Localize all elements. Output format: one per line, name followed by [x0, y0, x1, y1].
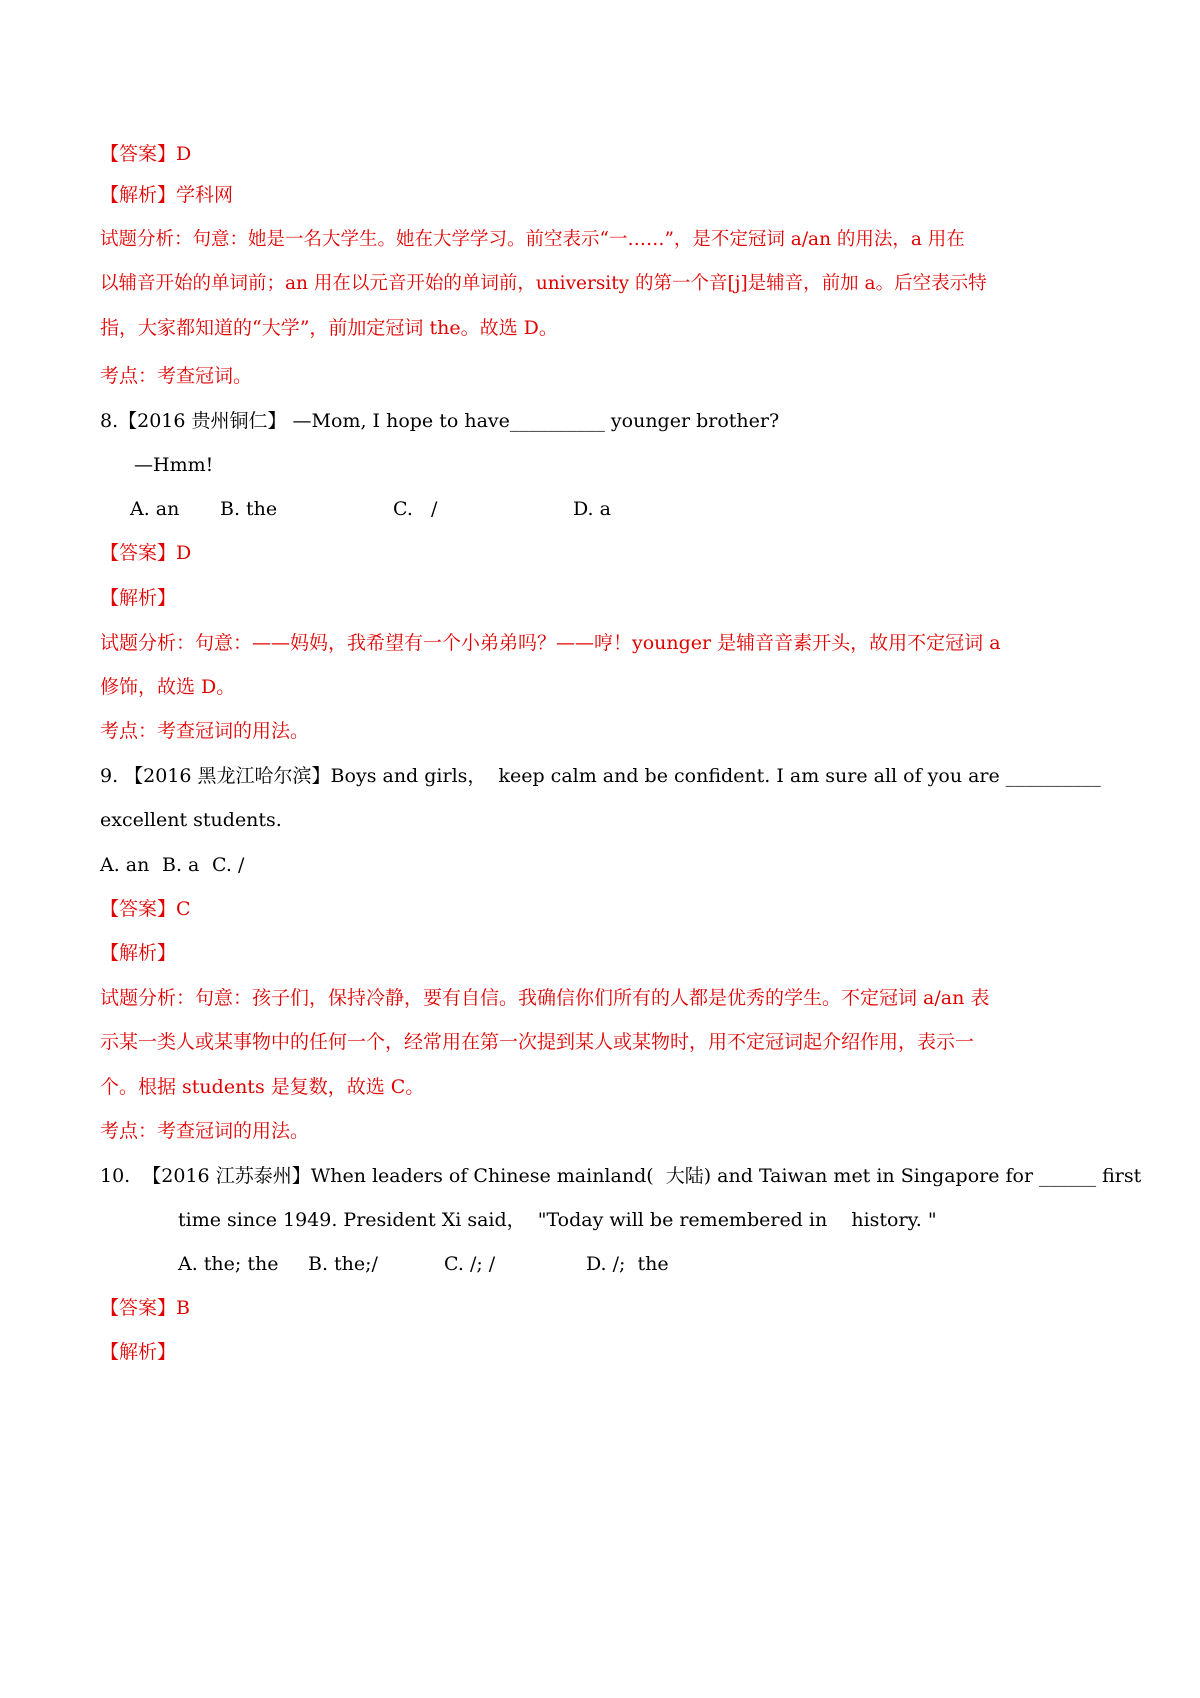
question-10: 10. 【2016 江苏泰州】When leaders of Chinese mainland( 大陆) and Taiwan met in Singapore for ______ first — [100, 1165, 1142, 1187]
key-point-line: 考点：考查冠词的用法。 — [100, 1120, 310, 1142]
question-9: excellent students. — [100, 809, 282, 831]
question-10: time since 1949. President Xi said， "Today will be remembered in history. " — [178, 1209, 937, 1231]
key-point-line: 考点：考查冠词的用法。 — [100, 720, 310, 742]
explanation-line: 试题分析：句意：她是一名大学生。她在大学学习。前空表示“一……”，是不定冠词 a/an 的用法，a 用在 — [100, 229, 965, 250]
explanation-line: 修饰，故选 D。 — [100, 676, 236, 698]
question-9: 9. 【2016 黑龙江哈尔滨】Boys and girls， keep calm and be confident. I am sure all of you are __________ — [100, 765, 1101, 787]
option-a: A. an — [100, 854, 150, 876]
option-b: B. a — [162, 854, 200, 876]
option-b: B. the — [220, 498, 278, 520]
answer-line: 【答案】B — [100, 1297, 190, 1319]
explanation-line: 以辅音开始的单词前；an 用在以元音开始的单词前，university 的第一个音[j]是辅音，前加 a。后空表示特 — [100, 273, 987, 294]
answer-line: 【答案】D — [100, 542, 192, 564]
explanation-line: 示某一类人或某事物中的任何一个，经常用在第一次提到某人或某物时，用不定冠词起介绍作用，表示一 — [100, 1031, 975, 1053]
analysis-line: 【解析】 — [100, 942, 177, 964]
question-8: 8.【2016 贵州铜仁】 —Mom, I hope to have__________ younger brother? — [100, 410, 780, 432]
option-c: C. / — [393, 498, 438, 520]
answer-line: 【答案】C — [100, 898, 191, 920]
explanation-line: 试题分析：句意：孩子们，保持冷静，要有自信。我确信你们所有的人都是优秀的学生。不定冠词 a/an 表 — [100, 987, 990, 1009]
option-d: D. /; the — [586, 1253, 669, 1275]
explanation-line: 试题分析：句意：——妈妈，我希望有一个小弟弟吗？——哼！younger 是辅音音素开头，故用不定冠词 a — [100, 632, 1001, 654]
analysis-line: 【解析】 — [100, 587, 177, 609]
option-a: A. the; the — [178, 1253, 279, 1275]
explanation-line: 个。根据 students 是复数，故选 C。 — [100, 1076, 425, 1098]
option-b: B. the;/ — [308, 1253, 378, 1275]
option-d: D. a — [573, 498, 611, 520]
question-8-reply: —Hmm! — [134, 454, 214, 476]
option-c: C. /; / — [444, 1253, 496, 1275]
answer-line: 【答案】D — [100, 143, 192, 165]
option-c: C. / — [212, 854, 245, 876]
key-point-line: 考点：考查冠词。 — [100, 365, 253, 387]
analysis-line: 【解析】 — [100, 1341, 177, 1363]
explanation-line: 指，大家都知道的“大学”，前加定冠词 the。故选 D。 — [100, 317, 558, 339]
analysis-line: 【解析】学科网 — [100, 184, 234, 206]
option-a: A. an — [130, 498, 180, 520]
